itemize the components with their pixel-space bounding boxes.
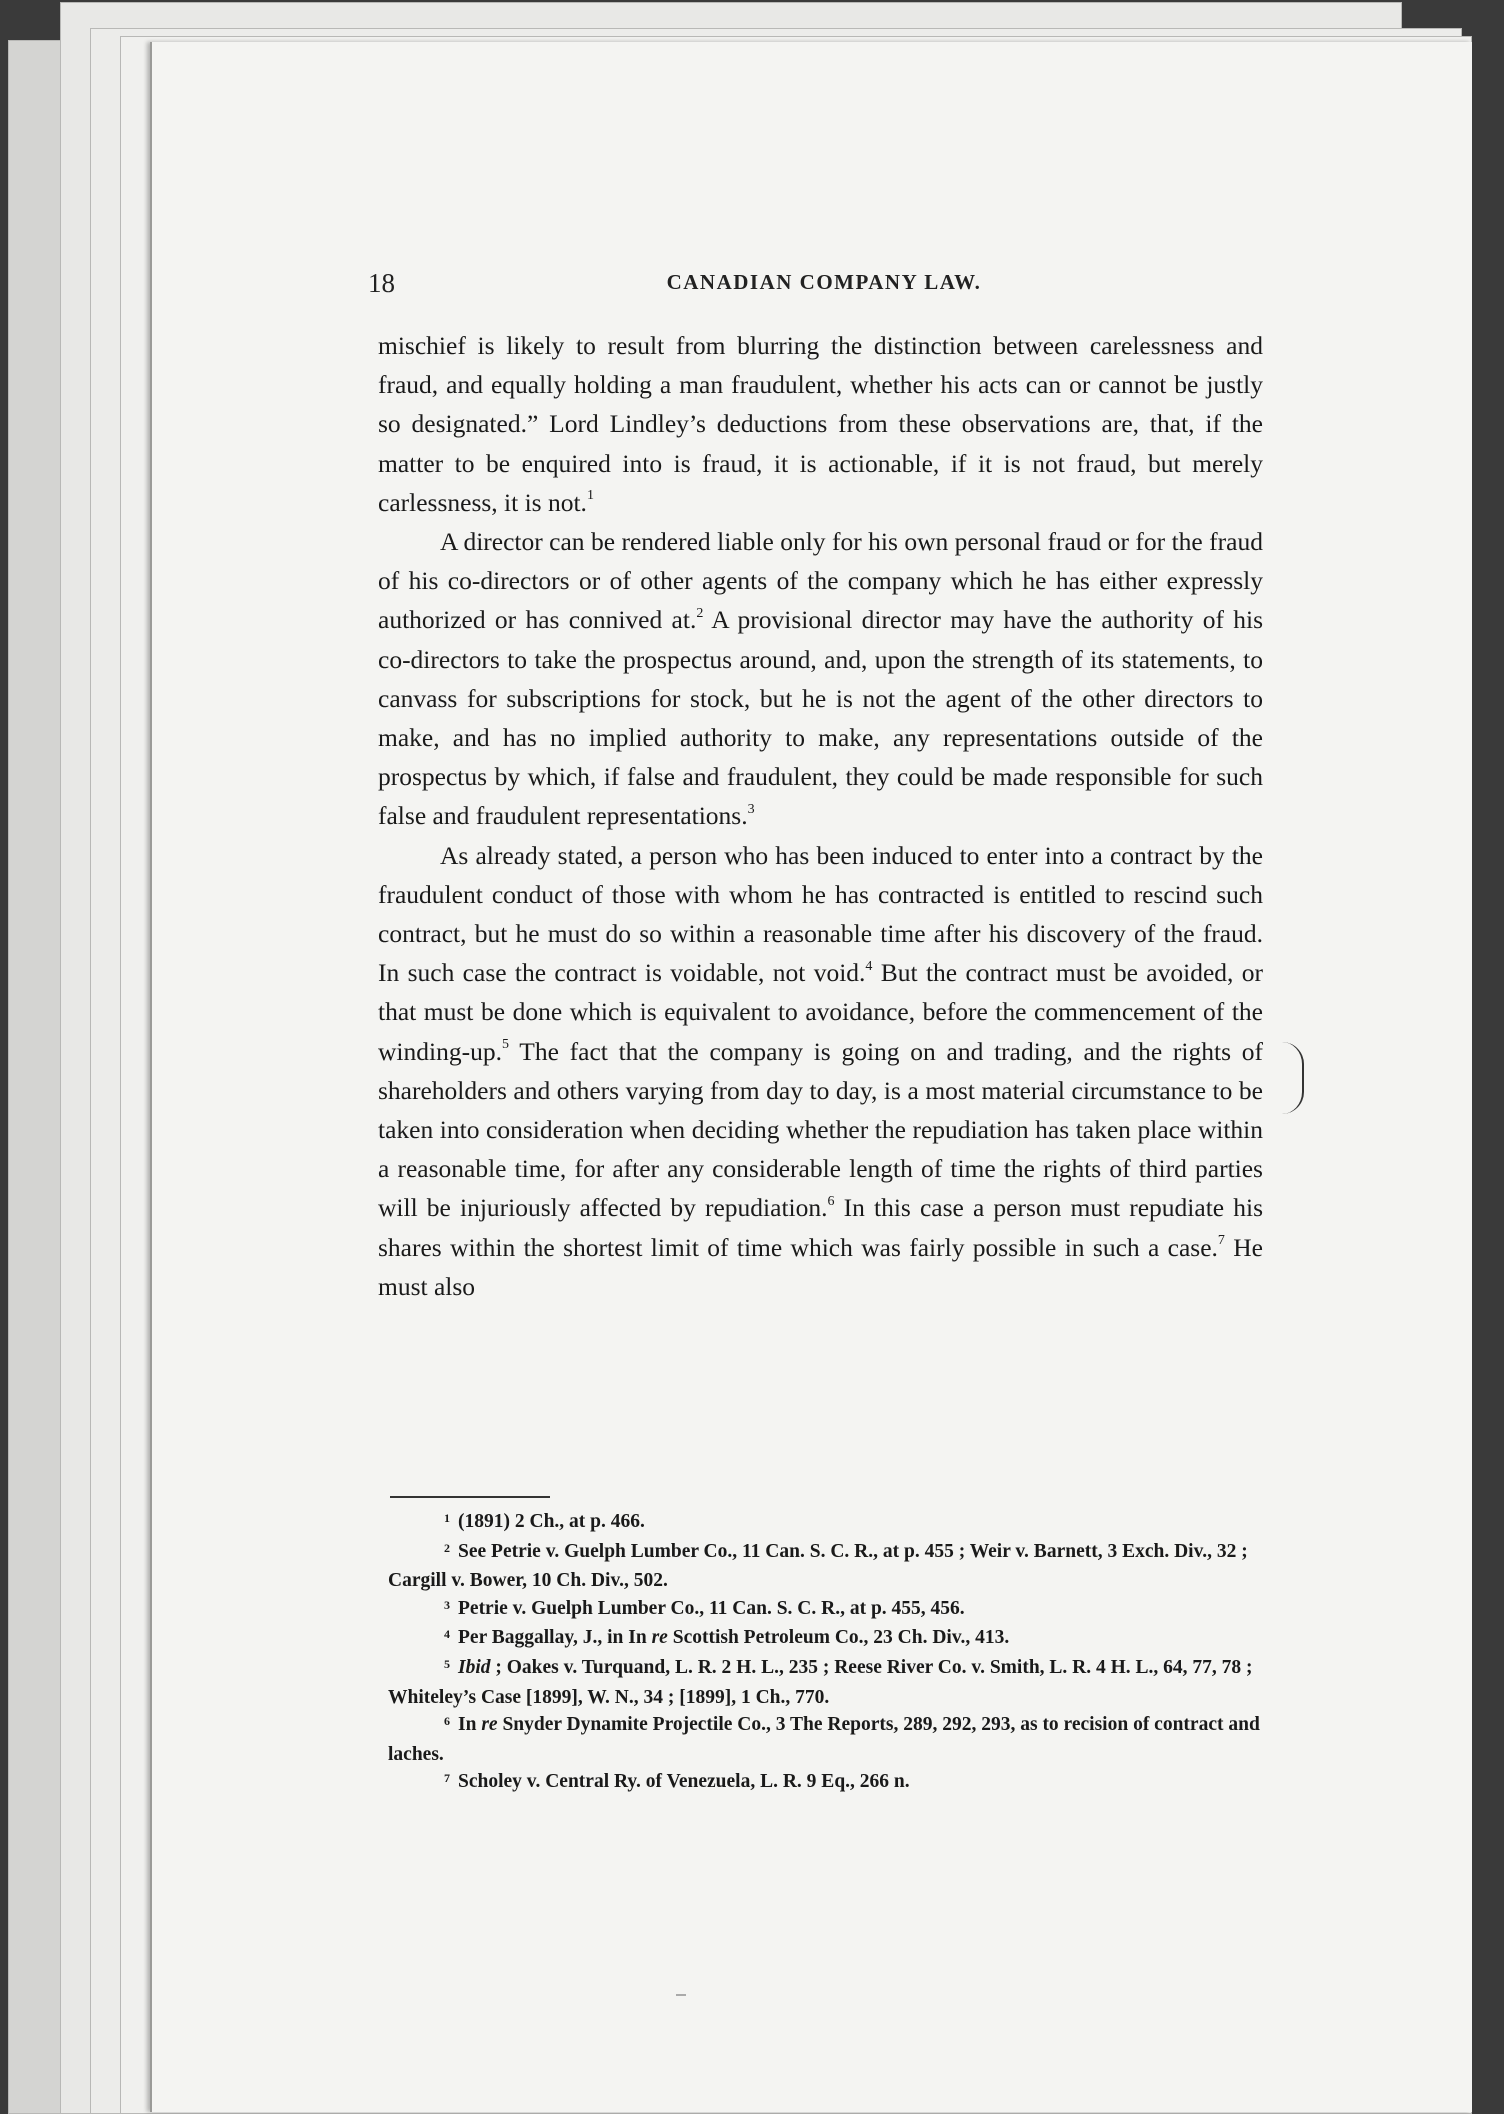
footnote — [388, 1538, 1278, 1595]
page-number: 18 — [368, 268, 395, 298]
footnote — [388, 1595, 1278, 1625]
footnote — [388, 1624, 1278, 1654]
paragraph-text: The fact that the company is going on and trading, and the rights of shareholders and others varying from day to day, is a most material circumstance to be taken into consideration when deciding whether the repudiation has taken place within a reasonable time, for after any considerable length of time the rights of third parties will be injuriously affected by repudiation. — [378, 1036, 1263, 1223]
footnote-ref: 1 — [586, 488, 594, 504]
paragraph-text: A provisional director may have the authority of his co-directors to take the prospectus around, and, upon the strength of its statements, to canvass for subscriptions for stock, but he is not the agent of the other directors to make, and has no implied authority to make, any representations outside of the prospectus by which, if false and fraudulent, they could be made responsible for such false and fraudulent representations. — [378, 605, 1263, 831]
page-mark — [676, 1994, 686, 1996]
body-text — [378, 326, 1263, 1306]
footnote-italic: re — [481, 1714, 498, 1736]
footnote-ref: 2 — [696, 605, 704, 621]
footnote-text: Per Baggallay, J., in In — [458, 1627, 652, 1649]
paragraph-text: mischief is likely to result from blurring the distinction between carelessness and fraud, and equally holding a man fraudulent, whether his acts can or cannot be justly so designated.” Lord Lindley’s deductions from these observations are, that, if the matter to be enquired into is fraud, it is actionable, if it is not fraud, but merely carlessness, it is not. — [378, 331, 1263, 517]
paragraph-text: But the contract must be avoided, or that must be done which is equivalent to avoidance, before the commencement of the winding-up. — [378, 958, 1263, 1066]
footnote-number: 3 — [444, 1597, 450, 1612]
running-head: CANADIAN COMPANY LAW. — [666, 270, 982, 294]
footnote-ref: 7 — [1217, 1233, 1225, 1249]
footnote-text: Scottish Petroleum Co., 23 Ch. Div., 413. — [667, 1627, 1010, 1649]
footnote-text: Petrie v. Guelph Lumber Co., 11 Can. S. C. R., at p. 455, 456. — [458, 1597, 965, 1619]
footnote-text: ; Oakes v. Turquand, L. R. 2 H. L., 235 ; Reese River Co. v. Smith, L. R. 4 H. L., 64, 77, 78 ; Whiteley’s Case [1899], W. N., 34 ; [1899], 1 Ch., 770. — [388, 1656, 1253, 1708]
footnote — [388, 1654, 1278, 1711]
footnote-text: (1891) 2 Ch., at p. 466. — [458, 1511, 645, 1532]
footnote-ref: 4 — [865, 958, 873, 974]
paragraph-text: He must also — [378, 1232, 1264, 1301]
footnote-text: See Petrie v. Guelph Lumber Co., 11 Can. S. C. R., at p. 455 ; Weir v. Barnett, 3 Exch. Div., 32 ; Cargill v. Bower, 10 Ch. Div., 502. — [388, 1540, 1248, 1592]
footnote-number: 4 — [444, 1627, 450, 1642]
paragraph-text: As already stated, a person who has been induced to enter into a contract by the fraudulent conduct of those with whom he has contracted is entitled to rescind such contract, but he must do so within a reasonable time after his discovery of the fraud. In such case the contract is voidable, not void. — [378, 840, 1263, 988]
page-header — [368, 268, 1268, 308]
handwritten-bracket-mark — [1282, 1042, 1304, 1114]
footnote-ref: 6 — [827, 1193, 835, 1209]
paragraph-3 — [378, 836, 1263, 1306]
footnotes — [388, 1508, 1278, 1798]
footnote — [388, 1711, 1278, 1768]
paragraph-text: In this case a person must repudiate his shares within the shortest limit of time which was fairly possible in such a case. — [378, 1193, 1263, 1262]
footnote-text: Snyder Dynamite Projectile Co., 3 The Reports, 289, 292, 293, as to recision of contract and laches. — [388, 1714, 1260, 1765]
footnote-number: 1 — [444, 1511, 450, 1525]
footnote-italic: re — [651, 1627, 668, 1649]
footnote-number: 2 — [444, 1540, 450, 1555]
paragraph-2 — [378, 522, 1263, 836]
footnote-number: 7 — [444, 1771, 450, 1786]
footnote — [388, 1508, 1278, 1538]
footnote-text: In — [458, 1714, 482, 1736]
paragraph-1 — [378, 326, 1263, 522]
footnote-text: Scholey v. Central Ry. of Venezuela, L. R. 9 Eq., 266 n. — [458, 1771, 910, 1793]
paragraph-text: A director can be rendered liable only for his own personal fraud or for the fraud of his co-directors or of other agents of the company which he has either expressly authorized or has connived at. — [378, 527, 1263, 635]
footnote-italic: Ibid — [458, 1656, 491, 1678]
footnote-divider — [390, 1496, 550, 1498]
footnote-ref: 5 — [501, 1037, 509, 1053]
footnote-ref: 3 — [747, 801, 755, 817]
footnote-number: 6 — [444, 1714, 450, 1729]
footnote-number: 5 — [444, 1656, 450, 1671]
footnote — [388, 1768, 1278, 1798]
